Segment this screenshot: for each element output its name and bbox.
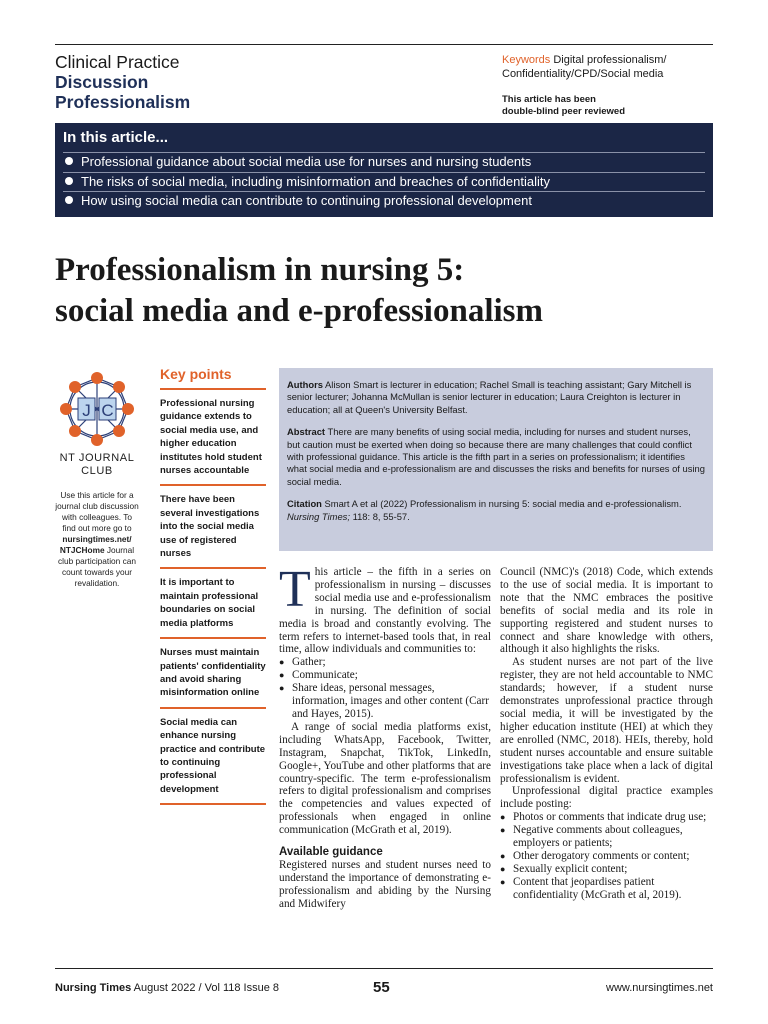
key-points-title: Key points bbox=[160, 364, 266, 390]
citation-label: Citation bbox=[287, 498, 322, 510]
in-this-article-box bbox=[55, 123, 713, 217]
paragraph-text: his article – the fifth in a series on professionalism in nursing – discusses social media use and e-professionalism in nursing. The definition of social media is broad and constantly evolving. The term refers to internet-based tools that, in real time, allow individuals and communities to: bbox=[279, 566, 491, 656]
keywords-text: Digital professionalism/ Confidentiality/CPD/Social media bbox=[502, 54, 667, 80]
bullet-icon bbox=[65, 177, 73, 185]
title-line2: social media and e-professionalism bbox=[55, 293, 543, 329]
item-text: The risks of social media, including misinformation and breaches of confidentiality bbox=[81, 173, 550, 189]
section-professionalism: Professionalism bbox=[55, 92, 191, 112]
abstract-paragraph bbox=[287, 426, 705, 488]
in-this-article-item bbox=[63, 191, 705, 211]
authors-abstract-box bbox=[279, 368, 713, 551]
authors-paragraph bbox=[287, 379, 705, 416]
title-line1: Professionalism in nursing 5: bbox=[55, 252, 465, 288]
key-points-panel bbox=[160, 364, 266, 805]
list-item: ● Negative comments about colleagues, employers or patients; bbox=[500, 824, 713, 850]
list-item: ● Other derogatory comments or content; bbox=[500, 850, 713, 863]
item-text: How using social media can contribute to continuing professional development bbox=[81, 193, 532, 208]
list-item: ● Content that jeopardises patient confidentiality (McGrath et al, 2019). bbox=[500, 876, 713, 902]
item-text: Professional guidance about social media use for nurses and nursing students bbox=[81, 154, 532, 169]
in-this-article-title: In this article... bbox=[63, 129, 169, 146]
section-discussion: Discussion bbox=[55, 72, 149, 92]
bullet-icon bbox=[65, 196, 73, 204]
authors-label: Authors bbox=[287, 379, 323, 390]
svg-text:C: C bbox=[101, 401, 114, 420]
bullet-icon bbox=[65, 157, 73, 165]
club-name-line1: NT JOURNAL bbox=[59, 452, 135, 464]
footer-url[interactable]: www.nursingtimes.net bbox=[606, 982, 713, 994]
footer-journal-info bbox=[55, 982, 279, 994]
citation-ref: 118: 8, 55-57. bbox=[352, 510, 410, 522]
bullet-list bbox=[279, 656, 491, 721]
bottom-rule bbox=[55, 968, 713, 969]
journal-club-text bbox=[55, 490, 139, 589]
journal-club-link[interactable]: nursingtimes.net/ NTJCHome bbox=[59, 534, 132, 555]
keywords-line bbox=[502, 54, 712, 81]
page-number: 55 bbox=[373, 979, 390, 996]
authors-text: Alison Smart is lecturer in education; Rachel Small is teaching assistant; Gary Mitchell is senior lecturer; Johanna McMullan is senior lecturer in education; Laura Creighton is lecturer in education; all at Queen's University Belfast. bbox=[287, 379, 692, 415]
peer-review-note bbox=[502, 94, 712, 118]
abstract-label: Abstract bbox=[287, 426, 326, 438]
bullet-list bbox=[500, 811, 713, 901]
club-text-after: Journal club participation can count towards your revalidation. bbox=[58, 545, 136, 588]
club-name-line2: CLUB bbox=[81, 465, 113, 477]
citation-text: Smart A et al (2022) Professionalism in nursing 5: social media and e-professionalism. bbox=[324, 498, 682, 510]
citation-journal: Nursing Times; bbox=[287, 510, 350, 522]
list-item: ● Communicate; bbox=[279, 669, 491, 682]
body-paragraph: A range of social media platforms exist, including WhatsApp, Facebook, Twitter, Instagram, Snapchat, TikTok, LinkedIn, Google+, YouTube and other platforms that are country-specific. The term e-professionalism refers to digital professionalism and comprises the competencies and values expected of professionals when engaged in online communication (McGrath et al, 2019). bbox=[279, 720, 491, 837]
list-item: ● Gather; bbox=[279, 656, 491, 669]
body-column-1 bbox=[279, 561, 491, 911]
in-this-article-item bbox=[63, 152, 705, 172]
key-point: It is important to maintain professional boundaries on social media platforms bbox=[160, 569, 266, 639]
peer-review-line1: This article has been bbox=[502, 94, 596, 105]
body-paragraph: As student nurses are not part of the live register, they are not held accountable to NMC standards; however, if a student nurse demonstrates unprofessional practice through social media, it will be investigated by the higher education institute (HEI) at which they are enrolled (NMC, 2018). HEIs, thereby, hold student nurses accountable and ensure suitable investigations take place when a lack of digital professionalism is evident. bbox=[500, 656, 713, 785]
top-rule bbox=[55, 44, 713, 45]
body-paragraph bbox=[279, 561, 491, 656]
article-title bbox=[55, 250, 715, 332]
subheading-available-guidance: Available guidance bbox=[279, 846, 383, 859]
journal-club-panel bbox=[55, 368, 139, 589]
abstract-text: There are many benefits of using social media, including for nurses and student nurses, but caution must be exerted when doing so because there are many challenges that could conflict with professional guidance. This article is the fifth part in a series on professionalism; it identifies what social media and e-professionalism are and discusses the risks and benefits for nurses of using social media. bbox=[287, 426, 705, 487]
peer-review-line2: double-blind peer reviewed bbox=[502, 106, 625, 117]
list-item: ● Sexually explicit content; bbox=[500, 863, 713, 876]
keywords-label: Keywords bbox=[502, 54, 551, 66]
body-paragraph: Council (NMC)'s (2018) Code, which extends to the use of social media. It is important to note that the NMC embraces the positive benefits of social media and its role in supporting registered and student nurses to connect and share knowledge with others, although it also highlights the risks. bbox=[500, 566, 713, 656]
list-item: ● Share ideas, personal messages, information, images and other content (Carr and Hayes, 2015). bbox=[279, 682, 491, 721]
key-point: There have been several investigations into the social media use of registered nurses bbox=[160, 486, 266, 569]
list-item: ● Photos or comments that indicate drug use; bbox=[500, 811, 713, 824]
body-paragraph: Unprofessional digital practice examples include posting: bbox=[500, 785, 713, 811]
keywords-block bbox=[502, 54, 712, 118]
body-paragraph: Registered nurses and student nurses need to understand the importance of demonstrating e-professionalism and abiding by the Nursing and Midwifery bbox=[279, 859, 491, 910]
section-header bbox=[55, 52, 385, 112]
journal-club-logo-icon bbox=[56, 368, 138, 450]
citation-paragraph bbox=[287, 498, 705, 523]
journal-club-name bbox=[55, 452, 139, 478]
section-clinical-practice: Clinical Practice bbox=[55, 52, 180, 72]
key-point: Social media can enhance nursing practice and contribute to continuing professional development bbox=[160, 709, 266, 805]
key-point: Nurses must maintain patients' confidentiality and avoid sharing misinformation online bbox=[160, 639, 266, 709]
body-column-2 bbox=[500, 566, 713, 902]
key-point: Professional nursing guidance extends to social media use, and higher education institutes hold student nurses accountable bbox=[160, 390, 266, 486]
footer-journal-name: Nursing Times bbox=[55, 982, 132, 994]
in-this-article-item bbox=[63, 172, 705, 192]
footer-issue: August 2022 / Vol 118 Issue 8 bbox=[133, 982, 280, 994]
drop-cap: T bbox=[279, 561, 311, 618]
svg-text:J: J bbox=[82, 401, 91, 420]
club-text-before: Use this article for a journal club discussion with colleagues. To find out more go to bbox=[55, 490, 139, 533]
